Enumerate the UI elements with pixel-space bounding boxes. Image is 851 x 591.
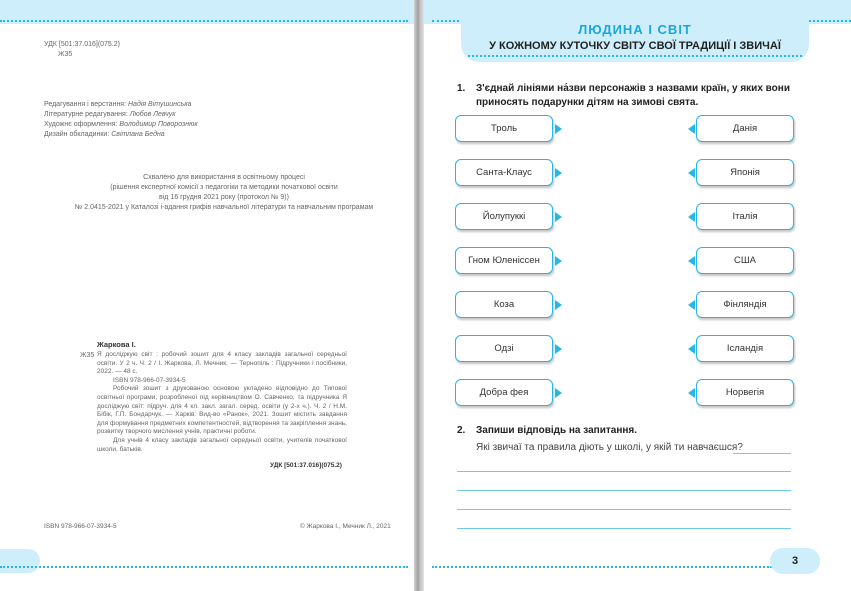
character-box[interactable]: Добра фея xyxy=(455,379,553,406)
arrow-right-icon xyxy=(555,256,562,266)
arrow-right-icon xyxy=(555,388,562,398)
character-box[interactable]: Одзі xyxy=(455,335,553,362)
approval-line: № 2.0415-2021 у Каталозі і-адання грифів навчальної літератури та навчальним програмам xyxy=(74,204,374,211)
country-box[interactable]: Італія xyxy=(696,203,794,230)
top-dotted-line xyxy=(0,20,408,22)
udk-top: УДК [501:37.016](075.2) xyxy=(44,41,120,48)
country-box[interactable]: Фінляндія xyxy=(696,291,794,318)
copyright: © Жаркова І., Мечник Л., 2021 xyxy=(300,523,391,530)
arrow-left-icon xyxy=(688,212,695,222)
topic-tab-dotted-line xyxy=(468,55,802,57)
arrow-left-icon xyxy=(688,344,695,354)
left-page xyxy=(0,0,414,591)
arrow-right-icon xyxy=(555,344,562,354)
character-box[interactable]: Гном Юленіссен xyxy=(455,247,553,274)
subtopic-title: У КОЖНОМУ КУТОЧКУ СВІТУ СВОЇ ТРАДИЦІЇ І ЗВИЧАЇ xyxy=(489,40,781,52)
annotation-isbn: ISBN 978-966-07-3934-5 xyxy=(113,376,186,384)
country-box[interactable]: Японія xyxy=(696,159,794,186)
task-2-text: Запиши відповідь на запитання. xyxy=(476,425,638,436)
book-code-top: Ж35 xyxy=(58,51,73,58)
task-1-number: 1. xyxy=(457,83,466,94)
credit-line: Дизайн обкладинки: Світлана Бедна xyxy=(44,131,165,138)
arrow-right-icon xyxy=(555,300,562,310)
arrow-left-icon xyxy=(688,124,695,134)
approval-line: (рішення експертної комісії з педагогіки та методики початкової освіти xyxy=(110,184,338,191)
author: Жаркова І. xyxy=(97,340,136,349)
arrow-left-icon xyxy=(688,168,695,178)
arrow-left-icon xyxy=(688,388,695,398)
isbn-footer: ISBN 978-966-07-3934-5 xyxy=(44,523,117,530)
page-number: 3 xyxy=(770,548,820,574)
country-box[interactable]: Норвегія xyxy=(696,379,794,406)
credit-line: Редагування і верстання: Надія Вітушинська xyxy=(44,101,192,108)
udk-bottom: УДК [501:37.016](075.2) xyxy=(270,462,342,469)
arrow-right-icon xyxy=(555,124,562,134)
arrow-right-icon xyxy=(555,212,562,222)
answer-line[interactable] xyxy=(457,490,791,491)
approval-line: від 16 грудня 2021 року (протокол № 9)) xyxy=(159,194,289,201)
answer-line[interactable] xyxy=(457,509,791,510)
book-gutter xyxy=(414,0,424,591)
country-box[interactable]: Данія xyxy=(696,115,794,142)
task-2-question: Які звичаї та правила діють у школі, у якій ти навчаєшся? xyxy=(476,442,743,453)
arrow-right-icon xyxy=(555,168,562,178)
bottom-dotted-line xyxy=(0,566,408,568)
country-box[interactable]: США xyxy=(696,247,794,274)
character-box[interactable]: Троль xyxy=(455,115,553,142)
character-box[interactable]: Санта-Клаус xyxy=(455,159,553,186)
answer-line[interactable] xyxy=(733,453,791,454)
bottom-tab xyxy=(0,549,40,573)
arrow-left-icon xyxy=(688,256,695,266)
annotation-audience: Для учнів 4 класу закладів загальної середньої освіти, учителів початкової школи, батьків. xyxy=(97,436,347,453)
country-box[interactable]: Ісландія xyxy=(696,335,794,362)
annotation-description: Робочий зошит з друкованою основою укладено відповідно до Типової освітньої програми, розробленої під керівництвом О. Савченко, та підручника Я досліджую світ: підруч. для 4 кл. закл. загал. серед. освіти (у 2-х ч.). Ч. 2 / Н.М. Бібік, Г.П. Бондарчук. — Харків: Вид-во «Ранок», 2021. Зошит містить завдання для формування предметних компетентностей, відтворення та закріплення знань, розвитку творчого мислення учнів, практичні роботи. xyxy=(97,385,347,436)
character-box[interactable]: Йолупуккі xyxy=(455,203,553,230)
topic-title: ЛЮДИНА І СВІТ xyxy=(578,22,692,37)
annotation-biblio: Я досліджую світ : робочий зошит для 4 класу закладів загальної середньої освіти. У 2 ч. Ч. 2 / І. Жаркова, Л. Мечник. — Тернопіль : Підручники і посібники, 2022. — 48 с. xyxy=(97,351,347,376)
approval-line: Схвалено для використання в освітньому процесі xyxy=(143,174,305,181)
author-code: Ж35 xyxy=(80,352,95,359)
answer-line[interactable] xyxy=(457,471,791,472)
character-box[interactable]: Коза xyxy=(455,291,553,318)
arrow-left-icon xyxy=(688,300,695,310)
bottom-dotted-line xyxy=(432,566,772,568)
credit-line: Літературне редагування: Любов Левчук xyxy=(44,111,176,118)
task-1-text: З'єднай лініями на́зви персонажів з назвами країн, у яких вони приносять подарунки дітям на зимові свята. xyxy=(476,83,790,108)
answer-line[interactable] xyxy=(457,528,791,529)
annotation xyxy=(97,351,347,454)
credit-line: Художнє оформлення: Володимир Поворознюк xyxy=(44,121,198,128)
task-2-number: 2. xyxy=(457,425,466,436)
